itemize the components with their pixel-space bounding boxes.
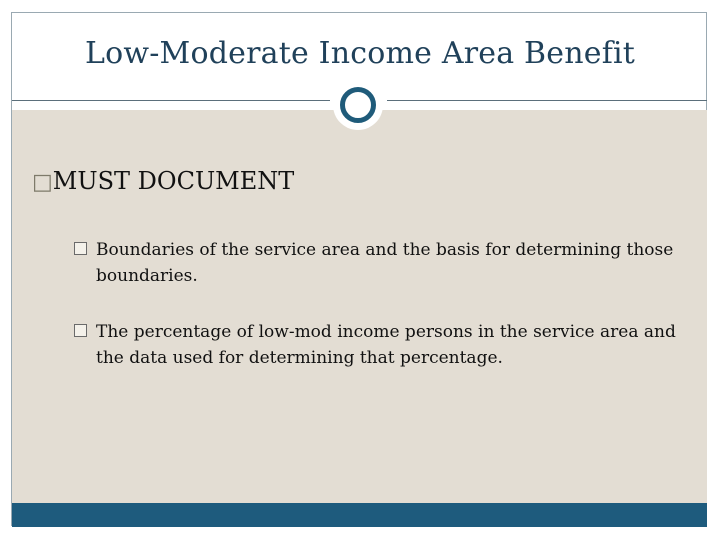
list-item [96,319,692,371]
heading-text: MUST DOCUMENT [52,167,295,195]
heading-bullet-item [32,167,294,195]
square-bullet-icon [74,242,87,255]
slide-title: Low-Moderate Income Area Benefit [84,36,636,71]
square-bullet-icon [74,324,87,337]
footer-band [12,503,707,527]
list-item-text: Boundaries of the service area and the basis for determining those boundaries. [96,240,674,286]
list-item-text: The percentage of low-mod income persons in the service area and the data used for determining that percentage. [96,322,676,368]
title-divider-left [12,100,330,101]
title-divider-right [387,100,707,101]
list-item [96,237,692,289]
circle-ring-icon [333,80,383,130]
square-bullet-icon: □ [32,170,53,195]
content-panel [12,110,707,503]
ring-inner [340,87,376,123]
